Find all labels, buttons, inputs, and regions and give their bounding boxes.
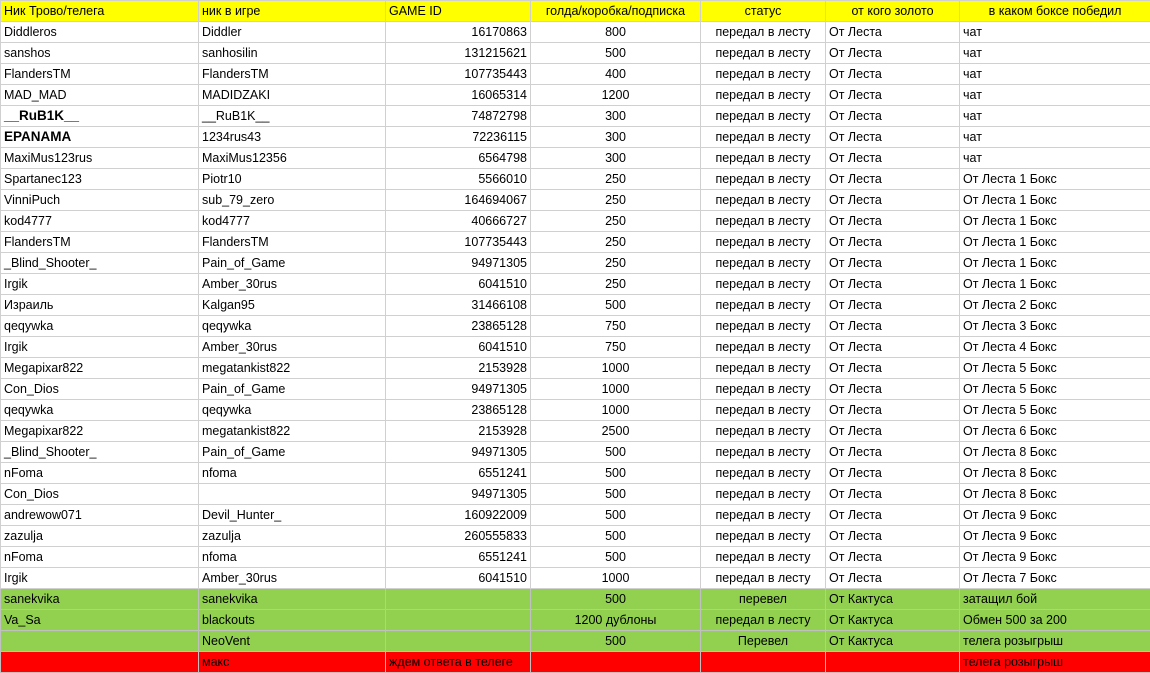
cell-game-id[interactable] <box>386 631 531 652</box>
cell-nick[interactable]: MaxiMus123rus <box>1 148 199 169</box>
cell-gold[interactable]: 250 <box>531 274 701 295</box>
cell-box[interactable]: чат <box>960 43 1150 64</box>
cell-game-id[interactable] <box>386 610 531 631</box>
cell-box[interactable]: От Леста 1 Бокс <box>960 190 1150 211</box>
cell-gold[interactable]: 500 <box>531 463 701 484</box>
cell-nick[interactable]: Va_Sa <box>1 610 199 631</box>
cell-from[interactable]: От Кактуса <box>826 589 960 610</box>
cell-status[interactable]: передал в лесту <box>701 64 826 85</box>
table-row <box>1 505 1150 526</box>
cell-from[interactable]: От Леста <box>826 505 960 526</box>
table-row <box>1 442 1150 463</box>
cell-nick[interactable]: Megapixar822 <box>1 358 199 379</box>
cell-status[interactable]: передал в лесту <box>701 22 826 43</box>
cell-game-nick[interactable]: Amber_30rus <box>199 568 386 589</box>
cell-box[interactable]: чат <box>960 22 1150 43</box>
cell-box[interactable]: От Леста 8 Бокс <box>960 484 1150 505</box>
cell-game-id[interactable]: 164694067 <box>386 190 531 211</box>
cell-from[interactable]: От Леста <box>826 463 960 484</box>
cell-from[interactable]: От Кактуса <box>826 631 960 652</box>
cell-game-nick[interactable]: sanhosilin <box>199 43 386 64</box>
header-cell-gold[interactable]: голда/коробка/подписка <box>531 1 701 22</box>
cell-gold[interactable]: 500 <box>531 589 701 610</box>
cell-status[interactable]: передал в лесту <box>701 400 826 421</box>
table-row <box>1 295 1150 316</box>
cell-game-id[interactable]: 94971305 <box>386 379 531 400</box>
cell-game-id[interactable]: 31466108 <box>386 295 531 316</box>
cell-from[interactable]: От Леста <box>826 127 960 148</box>
cell-box[interactable]: От Леста 9 Бокс <box>960 505 1150 526</box>
cell-box[interactable]: От Леста 8 Бокс <box>960 463 1150 484</box>
table-row <box>1 400 1150 421</box>
cell-box[interactable]: От Леста 7 Бокс <box>960 568 1150 589</box>
cell-status[interactable]: передал в лесту <box>701 505 826 526</box>
table-row <box>1 316 1150 337</box>
cell-nick[interactable]: VinniPuch <box>1 190 199 211</box>
cell-game-nick[interactable]: kod4777 <box>199 211 386 232</box>
cell-box[interactable]: телега розыгрыш <box>960 631 1150 652</box>
cell-box[interactable]: От Леста 6 Бокс <box>960 421 1150 442</box>
cell-game-id[interactable]: 23865128 <box>386 316 531 337</box>
cell-from[interactable]: От Леста <box>826 547 960 568</box>
cell-box[interactable]: От Леста 1 Бокс <box>960 274 1150 295</box>
cell-gold[interactable]: 1200 <box>531 85 701 106</box>
cell-game-nick[interactable]: NeoVent <box>199 631 386 652</box>
cell-status[interactable]: передал в лесту <box>701 568 826 589</box>
cell-game-id[interactable]: 94971305 <box>386 253 531 274</box>
cell-from[interactable]: От Леста <box>826 568 960 589</box>
cell-from[interactable]: От Леста <box>826 64 960 85</box>
cell-game-id[interactable]: 2153928 <box>386 358 531 379</box>
cell-nick[interactable]: qeqywka <box>1 316 199 337</box>
cell-from[interactable]: От Леста <box>826 190 960 211</box>
cell-nick[interactable]: __RuB1K__ <box>1 106 199 127</box>
header-cell-status[interactable]: статус <box>701 1 826 22</box>
cell-status[interactable]: передал в лесту <box>701 148 826 169</box>
cell-gold[interactable]: 500 <box>531 526 701 547</box>
header-cell-game-id[interactable]: GAME ID <box>386 1 531 22</box>
cell-from[interactable]: От Леста <box>826 211 960 232</box>
header-cell-from[interactable]: от кого золото <box>826 1 960 22</box>
cell-box[interactable]: чат <box>960 148 1150 169</box>
cell-gold[interactable]: 250 <box>531 169 701 190</box>
cell-gold[interactable]: 500 <box>531 484 701 505</box>
cell-game-id[interactable]: 72236115 <box>386 127 531 148</box>
cell-game-id[interactable]: 23865128 <box>386 400 531 421</box>
cell-status[interactable]: передал в лесту <box>701 610 826 631</box>
cell-box[interactable]: От Леста 8 Бокс <box>960 442 1150 463</box>
cell-game-id[interactable]: 16170863 <box>386 22 531 43</box>
cell-from[interactable]: От Леста <box>826 148 960 169</box>
cell-gold[interactable]: 1000 <box>531 400 701 421</box>
table-row <box>1 64 1150 85</box>
cell-gold[interactable]: 250 <box>531 253 701 274</box>
cell-nick[interactable]: _Blind_Shooter_ <box>1 253 199 274</box>
header-row <box>1 1 1150 22</box>
cell-nick[interactable]: sanekvika <box>1 589 199 610</box>
cell-game-nick[interactable]: sub_79_zero <box>199 190 386 211</box>
cell-nick[interactable]: zazulja <box>1 526 199 547</box>
cell-box[interactable]: От Леста 1 Бокс <box>960 232 1150 253</box>
cell-game-id[interactable]: 6564798 <box>386 148 531 169</box>
cell-game-id[interactable]: 260555833 <box>386 526 531 547</box>
cell-status[interactable]: передал в лесту <box>701 169 826 190</box>
cell-game-nick[interactable]: Pain_of_Game <box>199 253 386 274</box>
cell-from[interactable]: От Леста <box>826 43 960 64</box>
cell-status[interactable]: передал в лесту <box>701 484 826 505</box>
cell-nick[interactable]: Megapixar822 <box>1 421 199 442</box>
header-cell-box[interactable]: в каком боксе победил <box>960 1 1150 22</box>
cell-game-nick[interactable] <box>199 484 386 505</box>
cell-box[interactable]: Обмен 500 за 200 <box>960 610 1150 631</box>
table-row <box>1 274 1150 295</box>
cell-from[interactable]: От Леста <box>826 295 960 316</box>
cell-nick[interactable]: kod4777 <box>1 211 199 232</box>
cell-game-id[interactable]: 2153928 <box>386 421 531 442</box>
cell-nick[interactable]: nFoma <box>1 463 199 484</box>
cell-from[interactable]: От Леста <box>826 106 960 127</box>
cell-gold[interactable]: 1000 <box>531 379 701 400</box>
cell-game-id[interactable]: 6551241 <box>386 547 531 568</box>
cell-status[interactable]: передал в лесту <box>701 379 826 400</box>
table-row <box>1 484 1150 505</box>
cell-game-id[interactable]: 6041510 <box>386 337 531 358</box>
cell-nick[interactable]: Irgik <box>1 337 199 358</box>
table-row-highlighted <box>1 631 1150 652</box>
cell-gold[interactable]: 250 <box>531 232 701 253</box>
cell-box[interactable]: От Леста 5 Бокс <box>960 358 1150 379</box>
cell-box[interactable]: чат <box>960 64 1150 85</box>
cell-game-nick[interactable]: Pain_of_Game <box>199 442 386 463</box>
cell-nick[interactable]: FlandersTM <box>1 64 199 85</box>
cell-from[interactable]: От Леста <box>826 484 960 505</box>
cell-game-id[interactable]: 94971305 <box>386 442 531 463</box>
cell-from[interactable]: От Леста <box>826 316 960 337</box>
cell-game-nick[interactable]: Pain_of_Game <box>199 379 386 400</box>
cell-game-id[interactable]: 107735443 <box>386 64 531 85</box>
table-row <box>1 148 1150 169</box>
cell-box[interactable]: От Леста 5 Бокс <box>960 379 1150 400</box>
cell-status[interactable]: передал в лесту <box>701 190 826 211</box>
cell-game-nick[interactable]: Amber_30rus <box>199 274 386 295</box>
cell-status[interactable]: передал в лесту <box>701 316 826 337</box>
cell-status[interactable]: Перевел <box>701 631 826 652</box>
cell-from[interactable]: От Леста <box>826 526 960 547</box>
cell-from[interactable]: От Леста <box>826 22 960 43</box>
cell-game-nick[interactable]: Kalgan95 <box>199 295 386 316</box>
cell-game-nick[interactable]: Amber_30rus <box>199 337 386 358</box>
table-row <box>1 463 1150 484</box>
cell-game-nick[interactable]: __RuB1K__ <box>199 106 386 127</box>
cell-nick[interactable]: FlandersTM <box>1 232 199 253</box>
cell-box[interactable]: От Леста 2 Бокс <box>960 295 1150 316</box>
cell-gold[interactable] <box>531 652 701 673</box>
cell-game-id[interactable]: ждем ответа в телеге <box>386 652 531 673</box>
cell-game-id[interactable]: 6041510 <box>386 274 531 295</box>
cell-gold[interactable]: 300 <box>531 148 701 169</box>
cell-status[interactable]: передал в лесту <box>701 85 826 106</box>
cell-box[interactable]: От Леста 4 Бокс <box>960 337 1150 358</box>
cell-game-id[interactable] <box>386 589 531 610</box>
cell-box[interactable]: От Леста 1 Бокс <box>960 253 1150 274</box>
cell-from[interactable]: От Леста <box>826 358 960 379</box>
table-row <box>1 127 1150 148</box>
cell-from[interactable]: От Леста <box>826 337 960 358</box>
cell-box[interactable]: От Леста 9 Бокс <box>960 526 1150 547</box>
cell-game-nick[interactable]: qeqywka <box>199 400 386 421</box>
cell-game-id[interactable]: 6551241 <box>386 463 531 484</box>
cell-gold[interactable]: 500 <box>531 505 701 526</box>
cell-box[interactable]: затащил бой <box>960 589 1150 610</box>
table-row <box>1 43 1150 64</box>
cell-status[interactable]: перевел <box>701 589 826 610</box>
cell-status[interactable]: передал в лесту <box>701 358 826 379</box>
cell-gold[interactable]: 500 <box>531 442 701 463</box>
cell-game-nick[interactable]: MADIDZAKI <box>199 85 386 106</box>
cell-status[interactable]: передал в лесту <box>701 295 826 316</box>
cell-game-id[interactable]: 6041510 <box>386 568 531 589</box>
cell-box[interactable]: От Леста 5 Бокс <box>960 400 1150 421</box>
cell-game-nick[interactable]: megatankist822 <box>199 358 386 379</box>
cell-box[interactable]: От Леста 1 Бокс <box>960 169 1150 190</box>
cell-nick[interactable]: Irgik <box>1 568 199 589</box>
cell-nick[interactable] <box>1 631 199 652</box>
cell-status[interactable]: передал в лесту <box>701 274 826 295</box>
header-cell-game-nick[interactable]: ник в игре <box>199 1 386 22</box>
cell-gold[interactable]: 2500 <box>531 421 701 442</box>
cell-nick[interactable]: qeqywka <box>1 400 199 421</box>
table-row <box>1 232 1150 253</box>
table-row-highlighted <box>1 610 1150 631</box>
cell-gold[interactable]: 250 <box>531 211 701 232</box>
cell-from[interactable]: От Леста <box>826 274 960 295</box>
cell-gold[interactable]: 750 <box>531 337 701 358</box>
header-cell-nick[interactable]: Ник Трово/телега <box>1 1 199 22</box>
cell-game-id[interactable]: 131215621 <box>386 43 531 64</box>
cell-gold[interactable]: 1000 <box>531 358 701 379</box>
cell-from[interactable]: От Леста <box>826 232 960 253</box>
cell-box[interactable]: От Леста 1 Бокс <box>960 211 1150 232</box>
table-row <box>1 169 1150 190</box>
cell-nick[interactable]: _Blind_Shooter_ <box>1 442 199 463</box>
cell-box[interactable]: чат <box>960 127 1150 148</box>
cell-status[interactable]: передал в лесту <box>701 421 826 442</box>
cell-from[interactable]: От Леста <box>826 400 960 421</box>
cell-nick[interactable]: MAD_MAD <box>1 85 199 106</box>
cell-game-id[interactable]: 94971305 <box>386 484 531 505</box>
cell-nick[interactable]: sanshos <box>1 43 199 64</box>
cell-box[interactable]: От Леста 9 Бокс <box>960 547 1150 568</box>
cell-nick[interactable]: Con_Dios <box>1 379 199 400</box>
cell-from[interactable] <box>826 652 960 673</box>
cell-game-id[interactable]: 40666727 <box>386 211 531 232</box>
table-row <box>1 337 1150 358</box>
cell-game-nick[interactable]: megatankist822 <box>199 421 386 442</box>
cell-gold[interactable]: 500 <box>531 631 701 652</box>
cell-status[interactable]: передал в лесту <box>701 43 826 64</box>
cell-box[interactable]: телега розыгрыш <box>960 652 1150 673</box>
cell-from[interactable]: От Кактуса <box>826 610 960 631</box>
cell-gold[interactable]: 400 <box>531 64 701 85</box>
cell-game-nick[interactable]: nfoma <box>199 547 386 568</box>
cell-nick[interactable]: andrewow071 <box>1 505 199 526</box>
cell-from[interactable]: От Леста <box>826 169 960 190</box>
cell-game-nick[interactable]: blackouts <box>199 610 386 631</box>
cell-game-id[interactable]: 107735443 <box>386 232 531 253</box>
table-row-highlighted <box>1 589 1150 610</box>
cell-status[interactable]: передал в лесту <box>701 211 826 232</box>
table-row-pending <box>1 652 1150 673</box>
cell-gold[interactable]: 250 <box>531 190 701 211</box>
table-row <box>1 106 1150 127</box>
table-row <box>1 211 1150 232</box>
cell-status[interactable]: передал в лесту <box>701 106 826 127</box>
cell-nick[interactable]: Con_Dios <box>1 484 199 505</box>
cell-game-id[interactable]: 5566010 <box>386 169 531 190</box>
cell-status[interactable]: передал в лесту <box>701 463 826 484</box>
cell-game-id[interactable]: 74872798 <box>386 106 531 127</box>
cell-from[interactable]: От Леста <box>826 253 960 274</box>
cell-from[interactable]: От Леста <box>826 379 960 400</box>
cell-status[interactable] <box>701 652 826 673</box>
cell-status[interactable]: передал в лесту <box>701 127 826 148</box>
cell-game-nick[interactable]: nfoma <box>199 463 386 484</box>
cell-status[interactable]: передал в лесту <box>701 442 826 463</box>
cell-game-nick[interactable]: FlandersTM <box>199 64 386 85</box>
cell-gold[interactable]: 500 <box>531 43 701 64</box>
cell-game-nick[interactable]: Devil_Hunter_ <box>199 505 386 526</box>
cell-gold[interactable]: 300 <box>531 127 701 148</box>
table-row <box>1 547 1150 568</box>
table-row <box>1 421 1150 442</box>
cell-from[interactable]: От Леста <box>826 421 960 442</box>
cell-nick[interactable]: Irgik <box>1 274 199 295</box>
cell-gold[interactable]: 750 <box>531 316 701 337</box>
cell-gold[interactable]: 1200 дублоны <box>531 610 701 631</box>
table-row <box>1 379 1150 400</box>
cell-game-nick[interactable]: FlandersTM <box>199 232 386 253</box>
cell-game-nick[interactable]: sanekvika <box>199 589 386 610</box>
cell-game-nick[interactable]: Diddler <box>199 22 386 43</box>
cell-game-id[interactable]: 160922009 <box>386 505 531 526</box>
cell-nick[interactable]: EPANAMA <box>1 127 199 148</box>
cell-status[interactable]: передал в лесту <box>701 232 826 253</box>
cell-gold[interactable]: 1000 <box>531 568 701 589</box>
cell-game-nick[interactable]: zazulja <box>199 526 386 547</box>
cell-game-nick[interactable]: Piotr10 <box>199 169 386 190</box>
cell-gold[interactable]: 300 <box>531 106 701 127</box>
cell-game-nick[interactable]: макс <box>199 652 386 673</box>
cell-gold[interactable]: 500 <box>531 295 701 316</box>
cell-box[interactable]: чат <box>960 85 1150 106</box>
table-row <box>1 526 1150 547</box>
table-row <box>1 568 1150 589</box>
table-row <box>1 358 1150 379</box>
cell-nick[interactable] <box>1 652 199 673</box>
table-row <box>1 190 1150 211</box>
cell-box[interactable]: чат <box>960 106 1150 127</box>
table-row <box>1 22 1150 43</box>
cell-status[interactable]: передал в лесту <box>701 253 826 274</box>
cell-nick[interactable]: Spartanec123 <box>1 169 199 190</box>
cell-nick[interactable]: Израиль <box>1 295 199 316</box>
cell-status[interactable]: передал в лесту <box>701 547 826 568</box>
cell-gold[interactable]: 800 <box>531 22 701 43</box>
cell-game-nick[interactable]: 1234rus43 <box>199 127 386 148</box>
cell-game-nick[interactable]: MaxiMus12356 <box>199 148 386 169</box>
cell-game-id[interactable]: 16065314 <box>386 85 531 106</box>
cell-gold[interactable]: 500 <box>531 547 701 568</box>
table-row <box>1 85 1150 106</box>
cell-nick[interactable]: nFoma <box>1 547 199 568</box>
cell-from[interactable]: От Леста <box>826 85 960 106</box>
cell-from[interactable]: От Леста <box>826 442 960 463</box>
cell-status[interactable]: передал в лесту <box>701 526 826 547</box>
cell-game-nick[interactable]: qeqywka <box>199 316 386 337</box>
cell-nick[interactable]: Diddleros <box>1 22 199 43</box>
cell-box[interactable]: От Леста 3 Бокс <box>960 316 1150 337</box>
table-row <box>1 253 1150 274</box>
cell-status[interactable]: передал в лесту <box>701 337 826 358</box>
